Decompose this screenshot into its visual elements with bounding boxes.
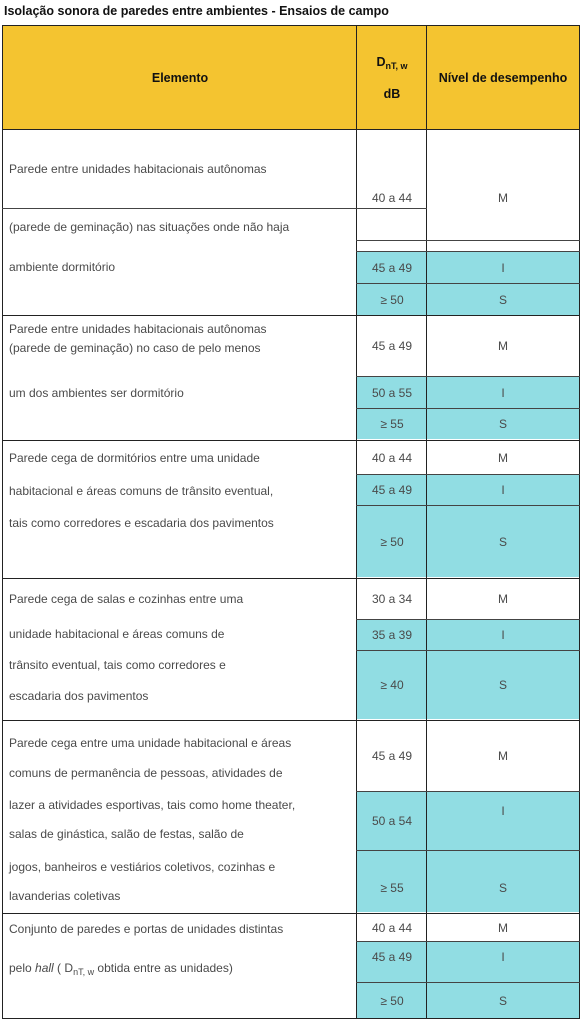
group-4-value-3: ≥ 40: [357, 651, 427, 719]
group-6-value-2: 45 a 49: [357, 942, 427, 982]
group-3-value-3: ≥ 50: [357, 506, 427, 577]
header-dnt-unit: dB: [383, 86, 401, 101]
group-4-level-1: M: [498, 592, 508, 606]
group-1-value-3: ≥ 50: [357, 284, 427, 315]
group-4-value-2: 35 a 39: [357, 620, 427, 650]
group-6-line-1: Conjunto de paredes e portas de unidades distintas: [9, 922, 284, 936]
group-4-line-1: Parede cega de salas e cozinhas entre uma: [9, 592, 244, 606]
group-6-level-3: S: [427, 983, 579, 1018]
group-3-level-1: M: [498, 450, 508, 465]
group-6-line-2: pelo hall ( $D_{nT, w}$ obtida entre as unidades): [9, 961, 233, 977]
group-5-line-1: Parede cega entre uma unidade habitacional e áreas: [9, 736, 292, 750]
group-5-line-2: comuns de permanência de pessoas, atividades de: [9, 766, 283, 780]
group-5-line-4: salas de ginástica, salão de festas, salão de: [9, 827, 244, 841]
header-dnt: [357, 26, 427, 129]
group-2-value-1: 45 a 49: [371, 339, 413, 353]
group-3-level-2: I: [427, 475, 579, 505]
group-4-line-3: trânsito eventual, tais como corredores e: [9, 658, 226, 672]
group-6-value-1: 40 a 44: [371, 920, 413, 935]
group-6-level-2: I: [427, 942, 579, 982]
group-2-value-2: 50 a 55: [357, 377, 427, 408]
group-4-level-2: I: [427, 620, 579, 650]
group-5-level-2: I: [427, 792, 579, 850]
group-3-line-3: tais como corredores e escadaria dos pavimentos: [9, 516, 274, 530]
group-2-level-1: M: [498, 339, 508, 353]
group-2-level-2: I: [427, 377, 579, 408]
group-2-line-1: Parede entre unidades habitacionais autônomas: [9, 322, 267, 336]
group-5-line-5: jogos, banheiros e vestiários coletivos, cozinhas e: [9, 860, 276, 874]
group-1-level-2: I: [427, 252, 579, 283]
group-3-line-1: Parede cega de dormitórios entre uma unidade: [9, 451, 260, 465]
group-5-value-1: 45 a 49: [371, 749, 413, 763]
group-5-level-3: S: [427, 851, 579, 912]
group-2-level-3: S: [427, 409, 579, 439]
header-elemento: [3, 26, 357, 129]
header-elemento-label: Elemento: [151, 70, 209, 85]
group-3-value-1: 40 a 44: [371, 450, 413, 465]
group-4-line-4: escadaria dos pavimentos: [9, 689, 149, 703]
group-6-level-1: M: [498, 920, 508, 935]
group-2-line-3: um dos ambientes ser dormitório: [9, 386, 184, 400]
group-4-level-3: S: [427, 651, 579, 719]
group-3-level-3: S: [427, 506, 579, 577]
group-5-line-6: lavanderias coletivas: [9, 889, 121, 903]
header-dnt-symbol: $D_{nT, w}$: [376, 54, 408, 71]
group-4-line-2: unidade habitacional e áreas comuns de: [9, 627, 225, 641]
group-1-level-3: S: [427, 284, 579, 315]
header-nivel: [427, 26, 579, 129]
document-title: Isolação sonora de paredes entre ambientes - Ensaios de campo: [4, 4, 389, 18]
header-nivel-label: Nível de desempenho: [438, 70, 568, 85]
group-5-line-3: lazer a atividades esportivas, tais como home theater,: [9, 798, 296, 812]
group-1-value-2: 45 a 49: [357, 252, 427, 283]
group-3-line-2: habitacional e áreas comuns de trânsito eventual,: [9, 484, 274, 498]
group-5-level-1: M: [498, 749, 508, 763]
group-1-line-1: Parede entre unidades habitacionais autônomas: [9, 162, 267, 176]
group-4-value-1: 30 a 34: [371, 592, 413, 606]
group-6-value-3: ≥ 50: [357, 983, 427, 1018]
group-1-line-2: (parede de geminação) nas situações onde não haja: [9, 220, 290, 234]
group-5-value-2: 50 a 54: [357, 792, 427, 850]
group-1-level-1: M: [498, 191, 508, 205]
group-5-value-3: ≥ 55: [357, 851, 427, 912]
group-3-value-2: 45 a 49: [357, 475, 427, 505]
group-2-value-3: ≥ 55: [357, 409, 427, 439]
group-2-line-2: (parede de geminação) no caso de pelo menos: [9, 341, 261, 355]
group-1-value-1: 40 a 44: [371, 191, 413, 205]
group-1-line-3: ambiente dormitório: [9, 260, 116, 274]
